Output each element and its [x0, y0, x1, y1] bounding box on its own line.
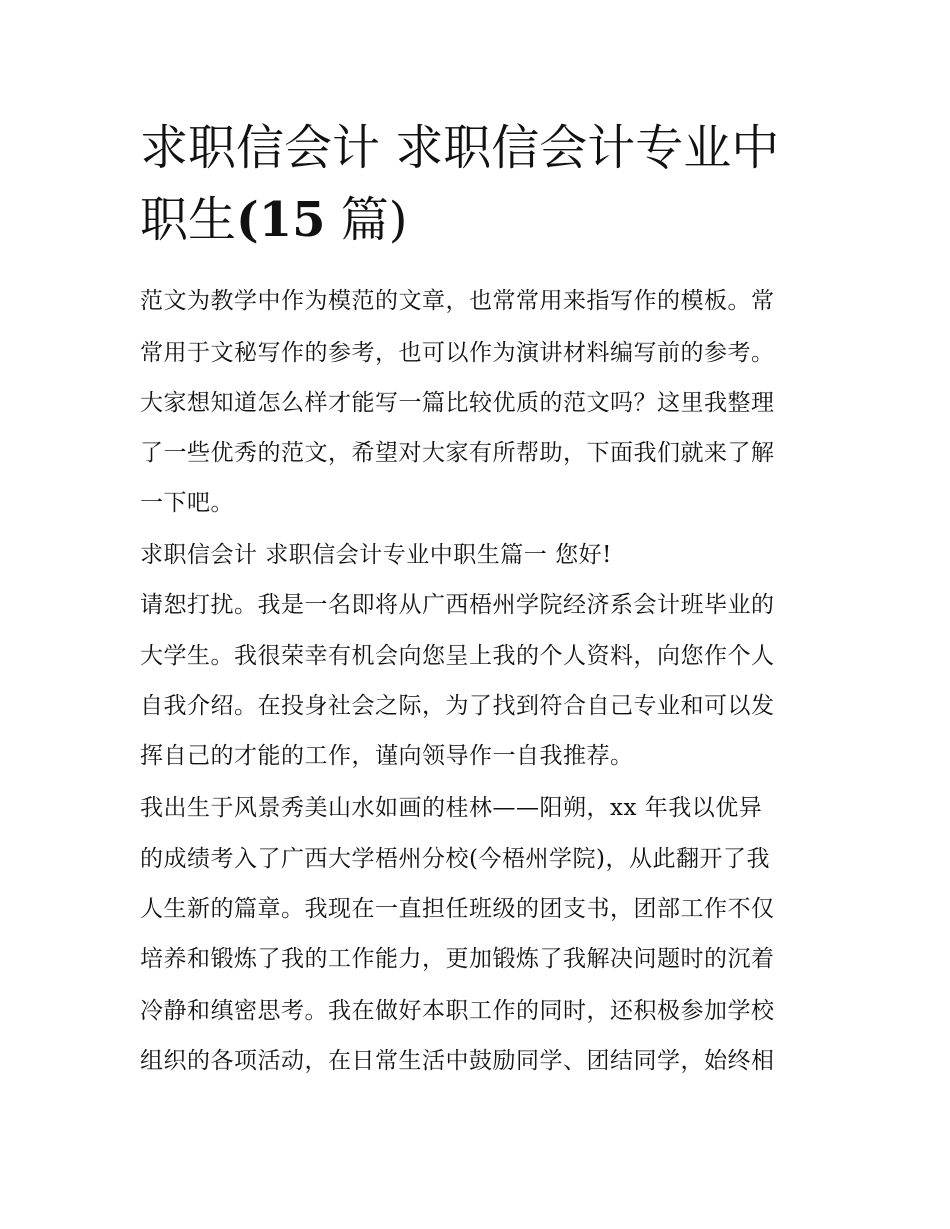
body-line: 自我介绍。在投身社会之际，为了找到符合自己专业和可以发	[140, 693, 775, 719]
title-line-2-prefix: 职生	[140, 192, 237, 248]
title-line-2-count: (15	[236, 192, 326, 248]
body-line: 组织的各项活动，在日常生活中鼓励同学、团结同学，始终相	[140, 1048, 775, 1074]
body-line: 人生新的篇章。我现在一直担任班级的团支书，团部工作不仅	[140, 896, 775, 922]
body-line: 大学生。我很荣幸有机会向您呈上我的个人资料，向您作个人	[140, 643, 775, 669]
body-line: 请恕打扰。我是一名即将从广西梧州学院经济系会计班毕业的	[140, 592, 775, 618]
body-line: 了一些优秀的范文，希望对大家有所帮助，下面我们就来了解	[140, 440, 775, 466]
title-line-2-suffix: 篇)	[325, 192, 408, 248]
body-line: 培养和锻炼了我的工作能力，更加锻炼了我解决问题时的沉着	[140, 946, 775, 972]
section-heading-line: 求职信会计 求职信会计专业中职生篇一 您好!	[140, 542, 612, 568]
body-line: 一下吧。	[140, 490, 234, 516]
title-line-1: 求职信会计 求职信会计专业中	[140, 120, 780, 176]
body-line: 挥自己的才能的工作，谨向领导作一自我推荐。	[140, 743, 634, 769]
body-line: 冷静和缜密思考。我在做好本职工作的同时，还积极参加学校	[140, 998, 775, 1024]
body-line: 我出生于风景秀美山水如画的桂林——阳朔，xx 年我以优异	[140, 795, 763, 821]
body-line: 的成绩考入了广西大学梧州分校(今梧州学院)，从此翻开了我	[140, 846, 770, 872]
body-line: 范文为教学中作为模范的文章，也常常用来指写作的模板。常	[140, 288, 775, 314]
body-line: 常用于文秘写作的参考，也可以作为演讲材料编写前的参考。	[140, 340, 775, 366]
document-title	[140, 112, 820, 256]
body-line: 大家想知道怎么样才能写一篇比较优质的范文吗？这里我整理	[140, 390, 775, 416]
